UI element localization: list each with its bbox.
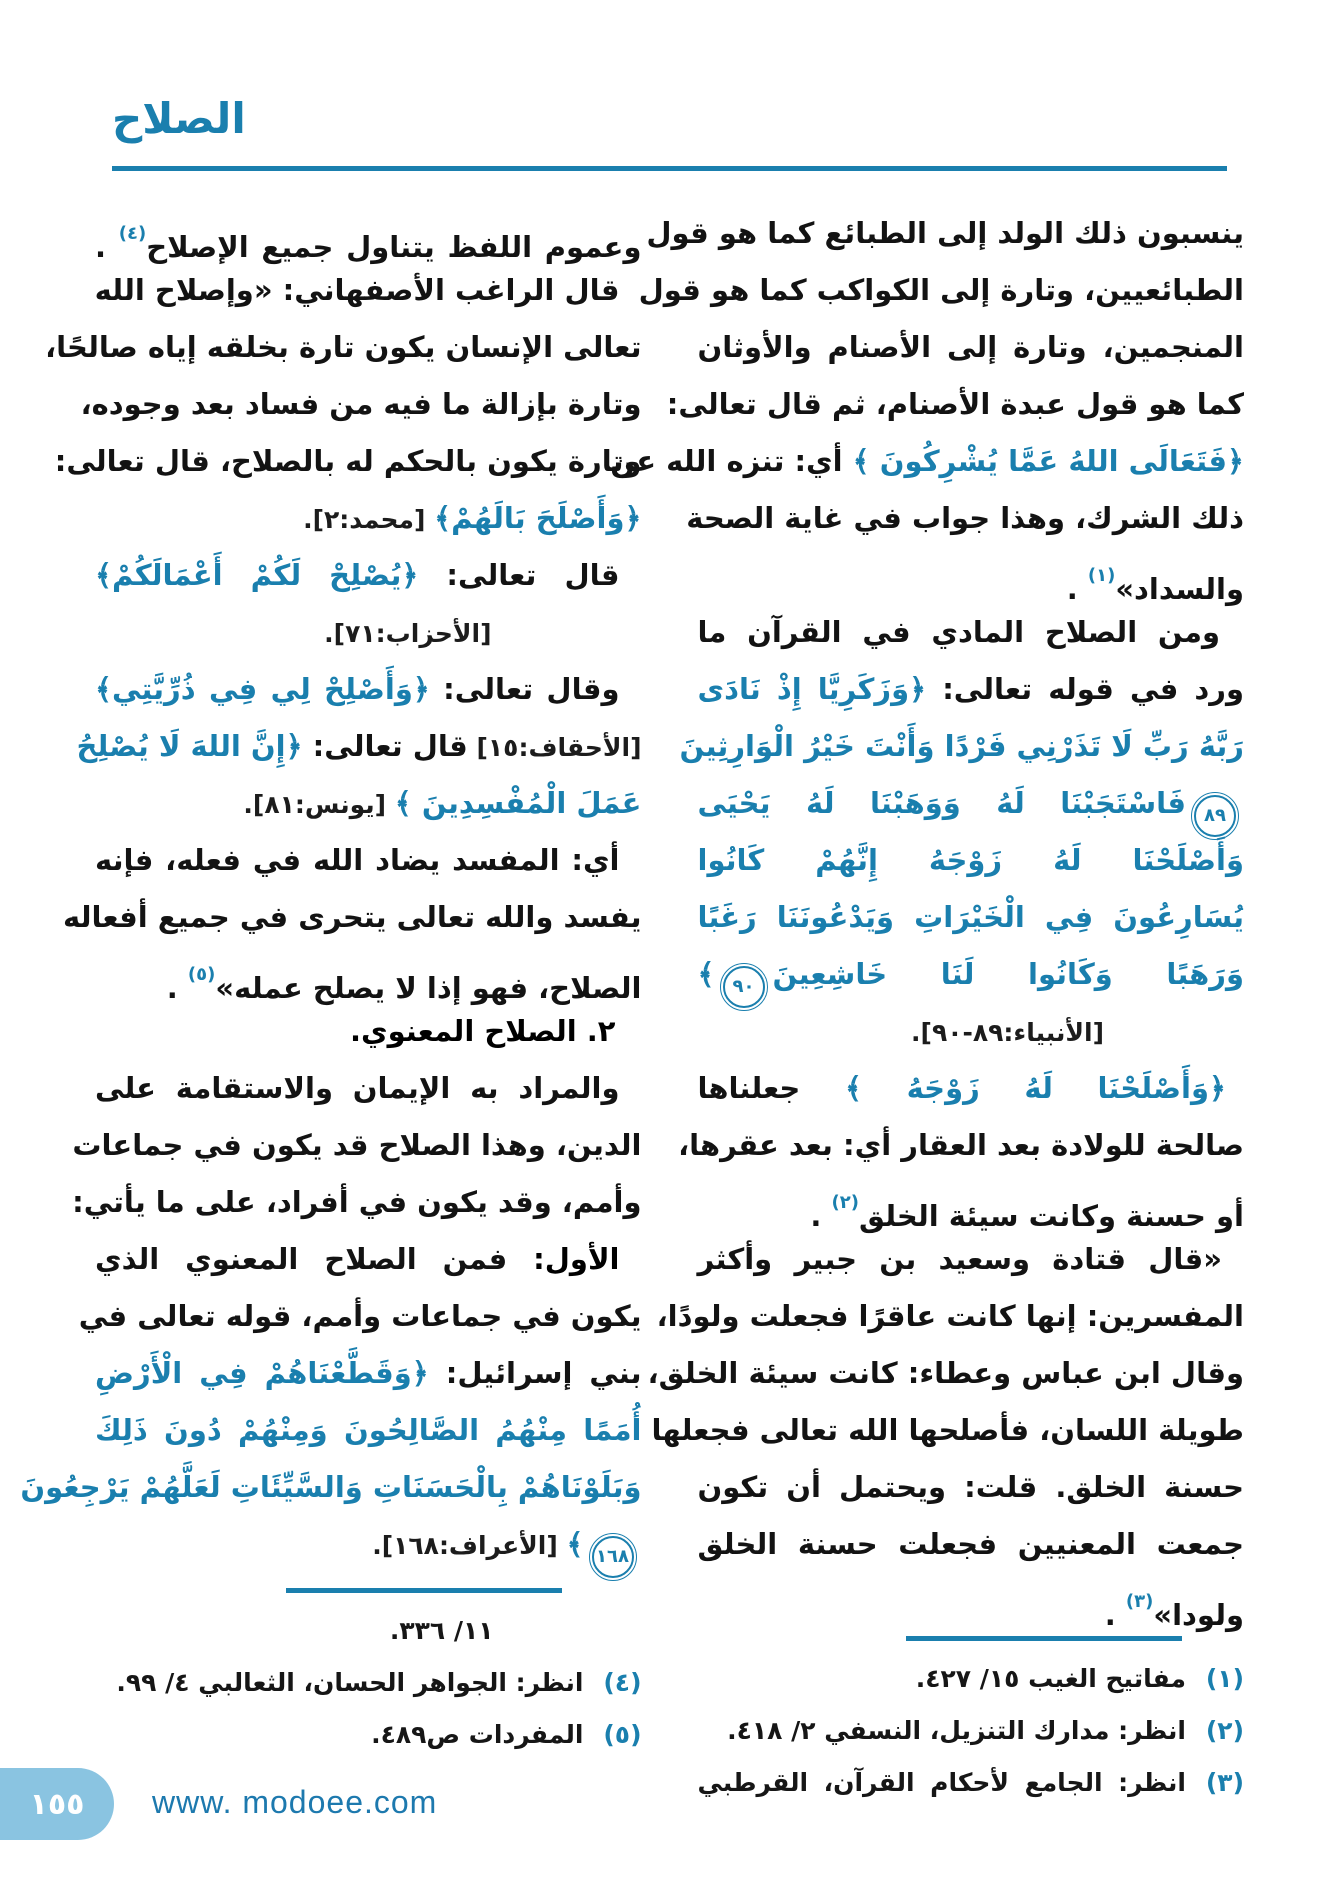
verse-reference: [يونس:٨١]. [243, 790, 395, 819]
footnote-marker: (١) [1087, 565, 1116, 586]
quran-text-segment: ﴿إِنَّ اللهَ لَا يُصْلِحُ [76, 729, 303, 763]
footnote-text: انظر: الجواهر الحسان، الثعالبي ٤/ ٩٩. [116, 1668, 584, 1697]
text-line [698, 1516, 1245, 1573]
body-text-segment: ينسبون ذلك الولد إلى الطبائع كما هو قول [646, 216, 1244, 250]
text-line [95, 775, 642, 832]
verse-reference: [الأحقاف:١٥] [467, 733, 642, 762]
text-line [95, 547, 642, 604]
quran-text-segment: ﴿فَتَعَالَى اللهُ عَمَّا يُشْرِكُونَ ﴾ [852, 444, 1244, 478]
text-line [647, 1345, 1245, 1402]
body-text-segment: وعموم اللفظ يتناول جميع الإصلاح [146, 230, 642, 264]
footnote-marker: (٢) [831, 1192, 859, 1213]
quran-text-segment: ﴿وَقَطَّعْنَاهُمْ فِي الْأَرْضِ [95, 1356, 429, 1390]
quran-text-segment: وَبَلَوْنَاهُمْ بِالْحَسَنَاتِ وَالسَّيِّئَاتِ لَعَلَّهُمْ يَرْجِعُونَ [20, 1470, 642, 1504]
body-text-segment: أي: المفسد يضاد الله في فعله، فإنه [95, 843, 620, 877]
page-number-badge [0, 1768, 114, 1840]
body-text-segment: حسنة الخلق. قلت: ويحتمل أن تكون [697, 1470, 1244, 1504]
verse-reference: [الأنبياء:٨٩-٩٠]. [911, 1018, 1104, 1047]
text-line [651, 1402, 1245, 1459]
heading-text-segment: الأول: [533, 1242, 620, 1276]
body-text-segment: . [1066, 572, 1088, 606]
text-line [72, 1174, 642, 1231]
quran-text-segment: وَأَصْلَحْنَا لَهُ زَوْجَهُ إِنَّهُمْ كَانُوا [697, 843, 1244, 877]
body-text-segment: الصلاح، فهو إذا لا يصلح عمله» [215, 971, 642, 1005]
column-right-footnotes [698, 1630, 1245, 1809]
text-line [686, 490, 1245, 547]
text-line [63, 889, 642, 946]
text-line [72, 1117, 642, 1174]
body-text-segment: وقال ابن عباس وعطاء: كانت سيئة الخلق، [647, 1356, 1244, 1390]
body-text-segment: والمراد به الإيمان والاستقامة على [95, 1071, 620, 1105]
body-text-segment: جمعت المعنيين فجعلت حسنة الخلق [697, 1527, 1244, 1561]
body-text-segment: بني إسرائيل: [428, 1356, 642, 1390]
quran-text-segment: ﴿يُصْلِحْ لَكُمْ أَعْمَالَكُمْ﴾ [95, 558, 419, 592]
text-line [698, 1459, 1245, 1516]
text-line [698, 1231, 1245, 1288]
text-line [95, 946, 642, 1003]
text-line [698, 547, 1245, 604]
footnote-text: المفردات ص٤٨٩. [371, 1720, 584, 1749]
footnote-marker: (٤) [118, 223, 147, 244]
quran-text-segment: ﴾ [697, 957, 715, 991]
footnote-list [95, 1605, 642, 1761]
footnote-number: (٤) [603, 1668, 642, 1697]
quran-text-segment: فَاسْتَجَبْنَا لَهُ وَوَهَبْنَا لَهُ يَحْيَى [697, 786, 1186, 820]
body-text-segment: الطبائعيين، وتارة إلى الكواكب كما هو قول [638, 273, 1244, 307]
quran-text-segment: ﴿وَأَصْلِحْ لِي فِي ذُرِّيَّتِي﴾ [95, 672, 430, 706]
body-text-segment: يكون في جماعات وأمم، قوله تعالى في [78, 1299, 642, 1333]
verse-reference: [الأحزاب:٧١]. [324, 619, 492, 648]
aya-number-medallion: ٩٠ [723, 966, 765, 1008]
aya-number-medallion: ٨٩ [1194, 795, 1236, 837]
quran-text-segment: ﴿وَأَصْلَحَ بَالَهُمْ﴾ [434, 501, 642, 535]
text-line [638, 262, 1245, 319]
footnote-number: (٢) [1205, 1716, 1244, 1745]
footnote-marker: (٥) [187, 964, 216, 985]
text-line [679, 718, 1245, 775]
text-line [95, 604, 642, 661]
text-line [698, 946, 1245, 1003]
footnote-separator [286, 1588, 562, 1593]
text-line [656, 1288, 1245, 1345]
body-text-segment: المفسرين: إنها كانت عاقرًا فجعلت ولودًا، [656, 1299, 1244, 1333]
footnote-list [698, 1653, 1245, 1809]
column-left-text [20, 205, 642, 1573]
text-line [698, 889, 1245, 946]
body-text-segment: ولودا» [1153, 1598, 1244, 1632]
text-line [698, 1573, 1245, 1630]
text-line [698, 832, 1245, 889]
website-url: www. modoee.com [152, 1784, 438, 1820]
footnote-separator [906, 1636, 1182, 1641]
text-line [610, 433, 1245, 490]
body-text-segment: أي: تنزه الله عن [610, 444, 853, 478]
verse-reference: [محمد:٢]. [303, 505, 435, 534]
body-text-segment: المنجمين، وتارة إلى الأصنام والأوثان [697, 330, 1244, 364]
heading-text-segment: ٢. الصلاح المعنوي. [350, 1014, 616, 1048]
footnote-item [698, 1757, 1245, 1809]
page-number: ١٥٥ [29, 1786, 85, 1822]
text-line [95, 832, 642, 889]
text-line [698, 319, 1245, 376]
quran-text-segment: رَبَّهُ رَبِّ لَا تَذَرْنِي فَرْدًا وَأَنْتَ خَيْرُ الْوَارِثِينَ [679, 729, 1244, 763]
text-line [95, 1060, 642, 1117]
quran-text-segment: أُمَمًا مِنْهُمُ الصَّالِحُونَ وَمِنْهُمْ دُونَ ذَلِكَ [95, 1413, 642, 1447]
aya-number-medallion: ١٦٨ [592, 1536, 634, 1578]
text-line [95, 1003, 642, 1060]
body-text-segment: أو حسنة وكانت سيئة الخلق [858, 1199, 1244, 1233]
text-line [698, 1060, 1245, 1117]
header-rule [112, 166, 1227, 171]
footnote-item [698, 1653, 1245, 1705]
footnote-text: ١١/ ٣٣٦. [389, 1616, 494, 1645]
body-text-segment: قال تعالى: [418, 558, 620, 592]
text-line [678, 1117, 1245, 1174]
body-text-segment: قال الراغب الأصفهاني: «وإصلاح الله [94, 273, 620, 307]
text-line [95, 1231, 642, 1288]
body-text-segment: ورد في قوله تعالى: [926, 672, 1244, 706]
chapter-title: الصلاح [112, 94, 246, 143]
column-left-footnotes [95, 1582, 642, 1761]
text-line [698, 775, 1245, 832]
footnote-text: مفاتيح الغيب ١٥/ ٤٢٧. [915, 1664, 1186, 1693]
footnote-text: انظر: مدارك التنزيل، النسفي ٢/ ٤١٨. [727, 1716, 1186, 1745]
body-text-segment: . [95, 230, 119, 264]
quran-text-segment: وَرَهَبًا وَكَانُوا لَنَا خَاشِعِينَ [772, 957, 1244, 991]
text-line [95, 262, 642, 319]
text-line [698, 1174, 1245, 1231]
verse-reference: [الأعراف:١٦٨]. [372, 1531, 567, 1560]
text-line [646, 205, 1245, 262]
text-line [698, 604, 1245, 661]
body-text-segment: الدين، وهذا الصلاح قد يكون في جماعات [72, 1128, 642, 1162]
quran-text-segment: يُسَارِعُونَ فِي الْخَيْرَاتِ وَيَدْعُونَنَا رَغَبًا [697, 900, 1244, 934]
footnote-text: انظر: الجامع لأحكام القرآن، القرطبي [697, 1768, 1186, 1797]
body-text-segment: جعلناها [697, 1071, 845, 1105]
text-line [698, 1003, 1245, 1060]
body-text-segment: صالحة للولادة بعد العقار أي: بعد عقرها، [678, 1128, 1244, 1162]
quran-text-segment: ﴿وَزَكَرِيَّا إِذْ نَادَى [697, 672, 927, 706]
body-text-segment: كما هو قول عبدة الأصنام، ثم قال تعالى: [666, 387, 1244, 421]
footnote-number: (١) [1205, 1664, 1244, 1693]
body-text-segment: ومن الصلاح المادي في القرآن ما [697, 615, 1220, 649]
text-line [54, 433, 642, 490]
body-text-segment: وتارة بإزالة ما فيه من فساد بعد وجوده، [80, 387, 642, 421]
body-text-segment: . [810, 1199, 832, 1233]
body-text-segment: تعالى الإنسان يكون تارة بخلقه إياه صالحًا، [45, 330, 642, 364]
body-text-segment: وتارة يكون بالحكم له بالصلاح، قال تعالى: [54, 444, 642, 478]
quran-text-segment: ﴾ [566, 1527, 584, 1561]
body-text-segment: ذلك الشرك، وهذا جواب في غاية الصحة [686, 501, 1244, 535]
body-text-segment: يفسد والله تعالى يتحرى في جميع أفعاله [63, 900, 642, 934]
footnote-item [95, 1605, 642, 1657]
body-text-segment: وقال تعالى: [429, 672, 620, 706]
text-line [698, 661, 1245, 718]
column-left [20, 205, 642, 1761]
body-text-segment: والسداد» [1115, 572, 1244, 606]
body-text-segment: قال تعالى: [302, 729, 468, 763]
footnote-item [95, 1709, 642, 1761]
quran-text-segment: ﴿وَأَصْلَحْنَا لَهُ زَوْجَهُ ﴾ [844, 1071, 1226, 1105]
quran-text-segment: عَمَلَ الْمُفْسِدِينَ ﴾ [394, 786, 642, 820]
footnote-item [698, 1705, 1245, 1757]
footnote-marker: (٣) [1125, 1591, 1154, 1612]
page-header [0, 0, 1339, 171]
body-text-segment: طويلة اللسان، فأصلحها الله تعالى فجعلها [651, 1413, 1244, 1447]
footnote-number: (٥) [603, 1720, 642, 1749]
text-line [666, 376, 1245, 433]
body-text-segment: . [166, 971, 188, 1005]
text-line [76, 718, 642, 775]
text-line [20, 1459, 642, 1516]
text-line [80, 376, 642, 433]
text-line [95, 1516, 642, 1573]
text-line [95, 490, 642, 547]
body-text-segment: . [1104, 1598, 1126, 1632]
body-text-segment: فمن الصلاح المعنوي الذي [95, 1242, 534, 1276]
text-line [95, 661, 642, 718]
body-text-segment: وأمم، وقد يكون في أفراد، على ما يأتي: [72, 1185, 642, 1219]
footnote-item [95, 1657, 642, 1709]
text-line [95, 205, 642, 262]
text-line [78, 1288, 642, 1345]
two-column-text [20, 205, 1244, 1797]
text-line [45, 319, 642, 376]
body-text-segment: «قال قتادة وسعيد بن جبير وأكثر [697, 1242, 1222, 1276]
text-line [95, 1345, 642, 1402]
footnote-number: (٣) [1205, 1768, 1244, 1797]
text-line [95, 1402, 642, 1459]
